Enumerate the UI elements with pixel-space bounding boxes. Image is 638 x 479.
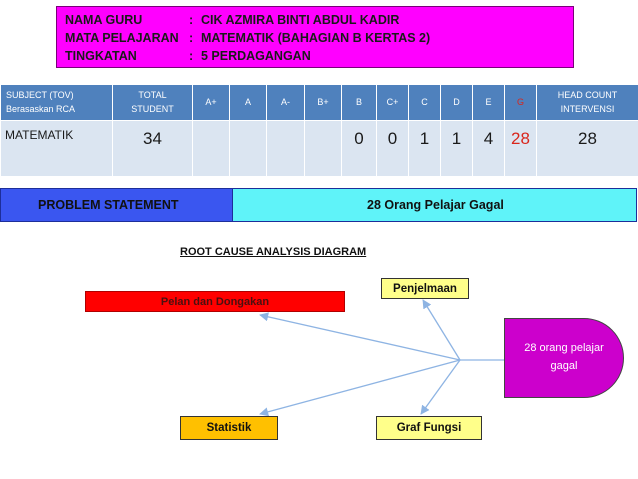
header-grade-b-plus: B+ xyxy=(305,85,342,121)
subject-separator: : xyxy=(189,31,194,45)
form-label: TINGKATAN xyxy=(65,49,137,63)
cell-head-count: 28 xyxy=(537,121,638,177)
cell-grade-c-plus: 0 xyxy=(377,121,409,177)
header-grade-c-plus: C+ xyxy=(377,85,409,121)
bone-pelan-dan-dongakan xyxy=(260,315,460,360)
cell-grade-g: 28 xyxy=(505,121,537,177)
header-grade-a-plus: A+ xyxy=(193,85,230,121)
cause-statistik: Statistik xyxy=(180,416,278,440)
teacher-name-label: NAMA GURU xyxy=(65,13,143,27)
cause-graf-fungsi: Graf Fungsi xyxy=(376,416,482,440)
header-grade-e: E xyxy=(473,85,505,121)
header-grade-g: G xyxy=(505,85,537,121)
form-separator: : xyxy=(189,49,194,63)
header-grade-a: A xyxy=(230,85,267,121)
teacher-name-separator: : xyxy=(189,13,194,27)
teacher-name-value: CIK AZMIRA BINTI ABDUL KADIR xyxy=(201,13,400,27)
subject-label: MATA PELAJARAN xyxy=(65,31,179,45)
cell-grade-d: 1 xyxy=(441,121,473,177)
header-total-student: TOTAL STUDENT xyxy=(113,85,193,121)
problem-statement-label: PROBLEM STATEMENT xyxy=(0,188,233,222)
header-head-count: HEAD COUNT INTERVENSI xyxy=(537,85,638,121)
diagram-title: ROOT CAUSE ANALYSIS DIAGRAM xyxy=(180,246,367,258)
form-value: 5 PERDAGANGAN xyxy=(201,49,311,63)
cause-pelan-dan-dongakan: Pelan dan Dongakan xyxy=(85,291,345,312)
problem-statement-value: 28 Orang Pelajar Gagal xyxy=(233,188,637,222)
header-grade-d: D xyxy=(441,85,473,121)
header-grade-b: B xyxy=(342,85,377,121)
cell-grade-c: 1 xyxy=(409,121,441,177)
header-grade-a-minus: A- xyxy=(267,85,305,121)
bone-penjelmaan xyxy=(423,300,460,360)
cell-grade-b: 0 xyxy=(342,121,377,177)
subject-value: MATEMATIK (BAHAGIAN B KERTAS 2) xyxy=(201,31,431,45)
bone-graf-fungsi xyxy=(421,360,460,414)
header-subject: SUBJECT (TOV) Berasaskan RCA xyxy=(1,85,113,121)
bone-statistik xyxy=(260,360,460,414)
header-grade-c: C xyxy=(409,85,441,121)
cause-penjelmaan: Penjelmaan xyxy=(381,278,469,299)
fishbone-effect-head: 28 orang pelajar gagal xyxy=(504,318,624,398)
cell-grade-e: 4 xyxy=(473,121,505,177)
cell-subject: MATEMATIK xyxy=(1,121,113,177)
cell-total-student: 34 xyxy=(113,121,193,177)
